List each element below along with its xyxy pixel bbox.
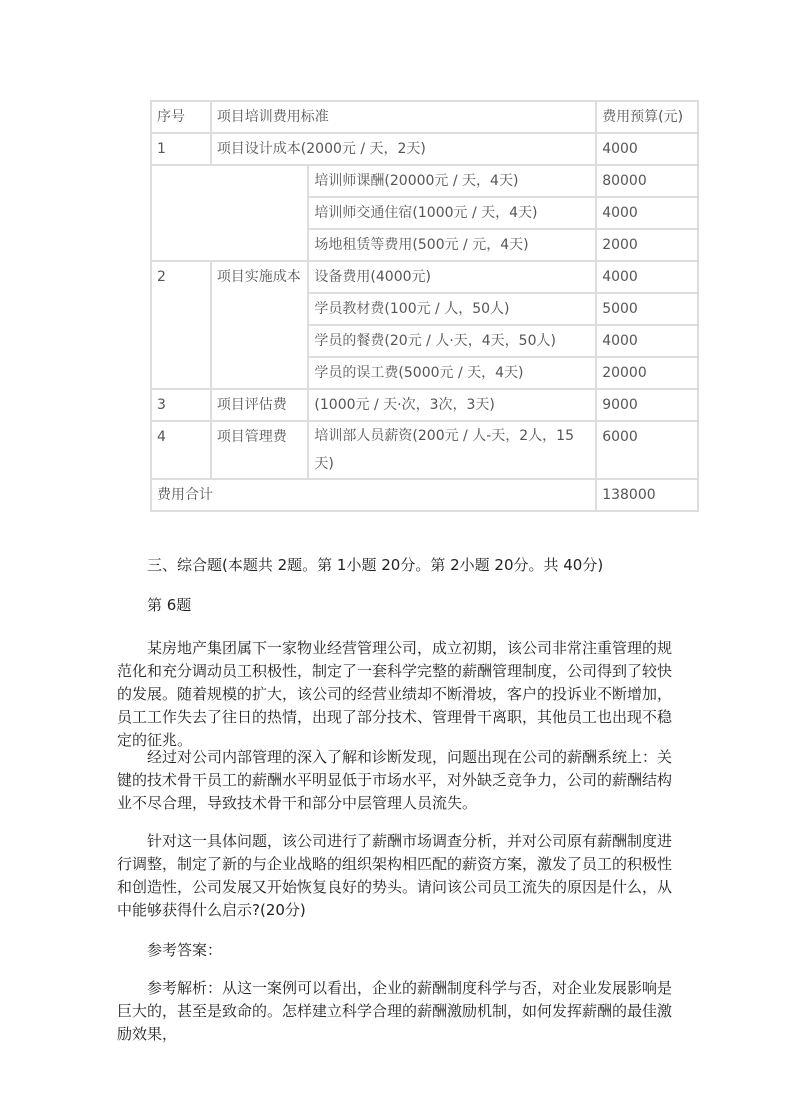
cell-cost: 2000 bbox=[596, 229, 698, 261]
header-cell: 费用预算(元) bbox=[596, 101, 698, 133]
answer-label: 参考答案： bbox=[147, 941, 223, 959]
cell-category: 项目管理费 bbox=[211, 421, 309, 479]
cell-cost: 4000 bbox=[596, 261, 698, 293]
cell-no: 3 bbox=[151, 389, 211, 421]
cell-item: (1000元 / 天·次，3次，3天) bbox=[308, 389, 596, 421]
cell-category: 项目评估费 bbox=[211, 389, 309, 421]
table-header-row bbox=[151, 101, 698, 133]
table-row bbox=[151, 421, 698, 479]
total-label: 费用合计 bbox=[151, 479, 596, 511]
training-cost-table bbox=[150, 100, 699, 512]
cell-category: 项目实施成本 bbox=[211, 261, 309, 389]
table-row bbox=[151, 261, 698, 293]
cell-cost: 20000 bbox=[596, 357, 698, 389]
cell-cost: 4000 bbox=[596, 133, 698, 165]
section-heading: 三、综合题(本题共 2题。第 1小题 20分。第 2小题 20分。共 40分) bbox=[147, 556, 604, 574]
table-row bbox=[151, 165, 698, 197]
cell-no: 1 bbox=[151, 133, 211, 165]
cell-item: 项目设计成本(2000元 / 天，2天) bbox=[211, 133, 596, 165]
table-row bbox=[151, 389, 698, 421]
table-row bbox=[151, 133, 698, 165]
header-cell: 序号 bbox=[151, 101, 211, 133]
cell-cost: 6000 bbox=[596, 421, 698, 479]
cell-empty bbox=[151, 165, 308, 261]
paragraph: 针对这一具体问题，该公司进行了薪酬市场调查分析，并对公司原有薪酬制度进行调整，制定了新的与企业战略的组织架构相匹配的薪资方案，激发了员工的积极性和创造性，公司发展又开始恢复良好的势头。请问该公司员工流失的原因是什么，从中能够获得什么启示?(20分) bbox=[117, 832, 673, 919]
table-total-row bbox=[151, 479, 698, 511]
cell-cost: 9000 bbox=[596, 389, 698, 421]
paragraph: 参考解析：从这一案例可以看出，企业的薪酬制度科学与否，对企业发展影响是巨大的，甚至是致命的。怎样建立科学合理的薪酬激励机制，如何发挥薪酬的最佳激励效果， bbox=[117, 979, 673, 1043]
cell-item: 学员的餐费(20元 / 人·天，4天，50人) bbox=[308, 325, 596, 357]
cell-item: 培训部人员薪资(200元 / 人-天，2人，15天) bbox=[308, 421, 596, 479]
cell-item: 场地租赁等费用(500元 / 元，4天) bbox=[308, 229, 596, 261]
cell-cost: 80000 bbox=[596, 165, 698, 197]
cell-no: 4 bbox=[151, 421, 211, 479]
cell-item: 学员的误工费(5000元 / 天，4天) bbox=[308, 357, 596, 389]
question-number: 第 6题 bbox=[147, 596, 192, 614]
header-cell: 项目培训费用标准 bbox=[211, 101, 596, 133]
cell-cost: 4000 bbox=[596, 325, 698, 357]
cell-no: 2 bbox=[151, 261, 211, 389]
cell-cost: 5000 bbox=[596, 293, 698, 325]
paragraph: 某房地产集团属下一家物业经营管理公司，成立初期，该公司非常注重管理的规范化和充分调动员工积极性，制定了一套科学完整的薪酬管理制度，公司得到了较快的发展。随着规模的扩大，该公司的经营业绩却不断滑坡，客户的投诉业不断增加，员工工作失去了往日的热情，出现了部分技术、管理骨干离职，其他员工也出现不稳定的征兆。 bbox=[117, 639, 673, 749]
cell-item: 设备费用(4000元) bbox=[308, 261, 596, 293]
total-cost: 138000 bbox=[596, 479, 698, 511]
cell-item: 培训师课酬(20000元 / 天，4天) bbox=[308, 165, 596, 197]
paragraph: 经过对公司内部管理的深入了解和诊断发现，问题出现在公司的薪酬系统上：关键的技术骨干员工的薪酬水平明显低于市场水平，对外缺乏竞争力，公司的薪酬结构业不尽合理，导致技术骨干和部分中层管理人员流失。 bbox=[117, 748, 673, 812]
cell-item: 培训师交通住宿(1000元 / 天，4天) bbox=[308, 197, 596, 229]
cell-item: 学员教材费(100元 / 人，50人) bbox=[308, 293, 596, 325]
cell-cost: 4000 bbox=[596, 197, 698, 229]
